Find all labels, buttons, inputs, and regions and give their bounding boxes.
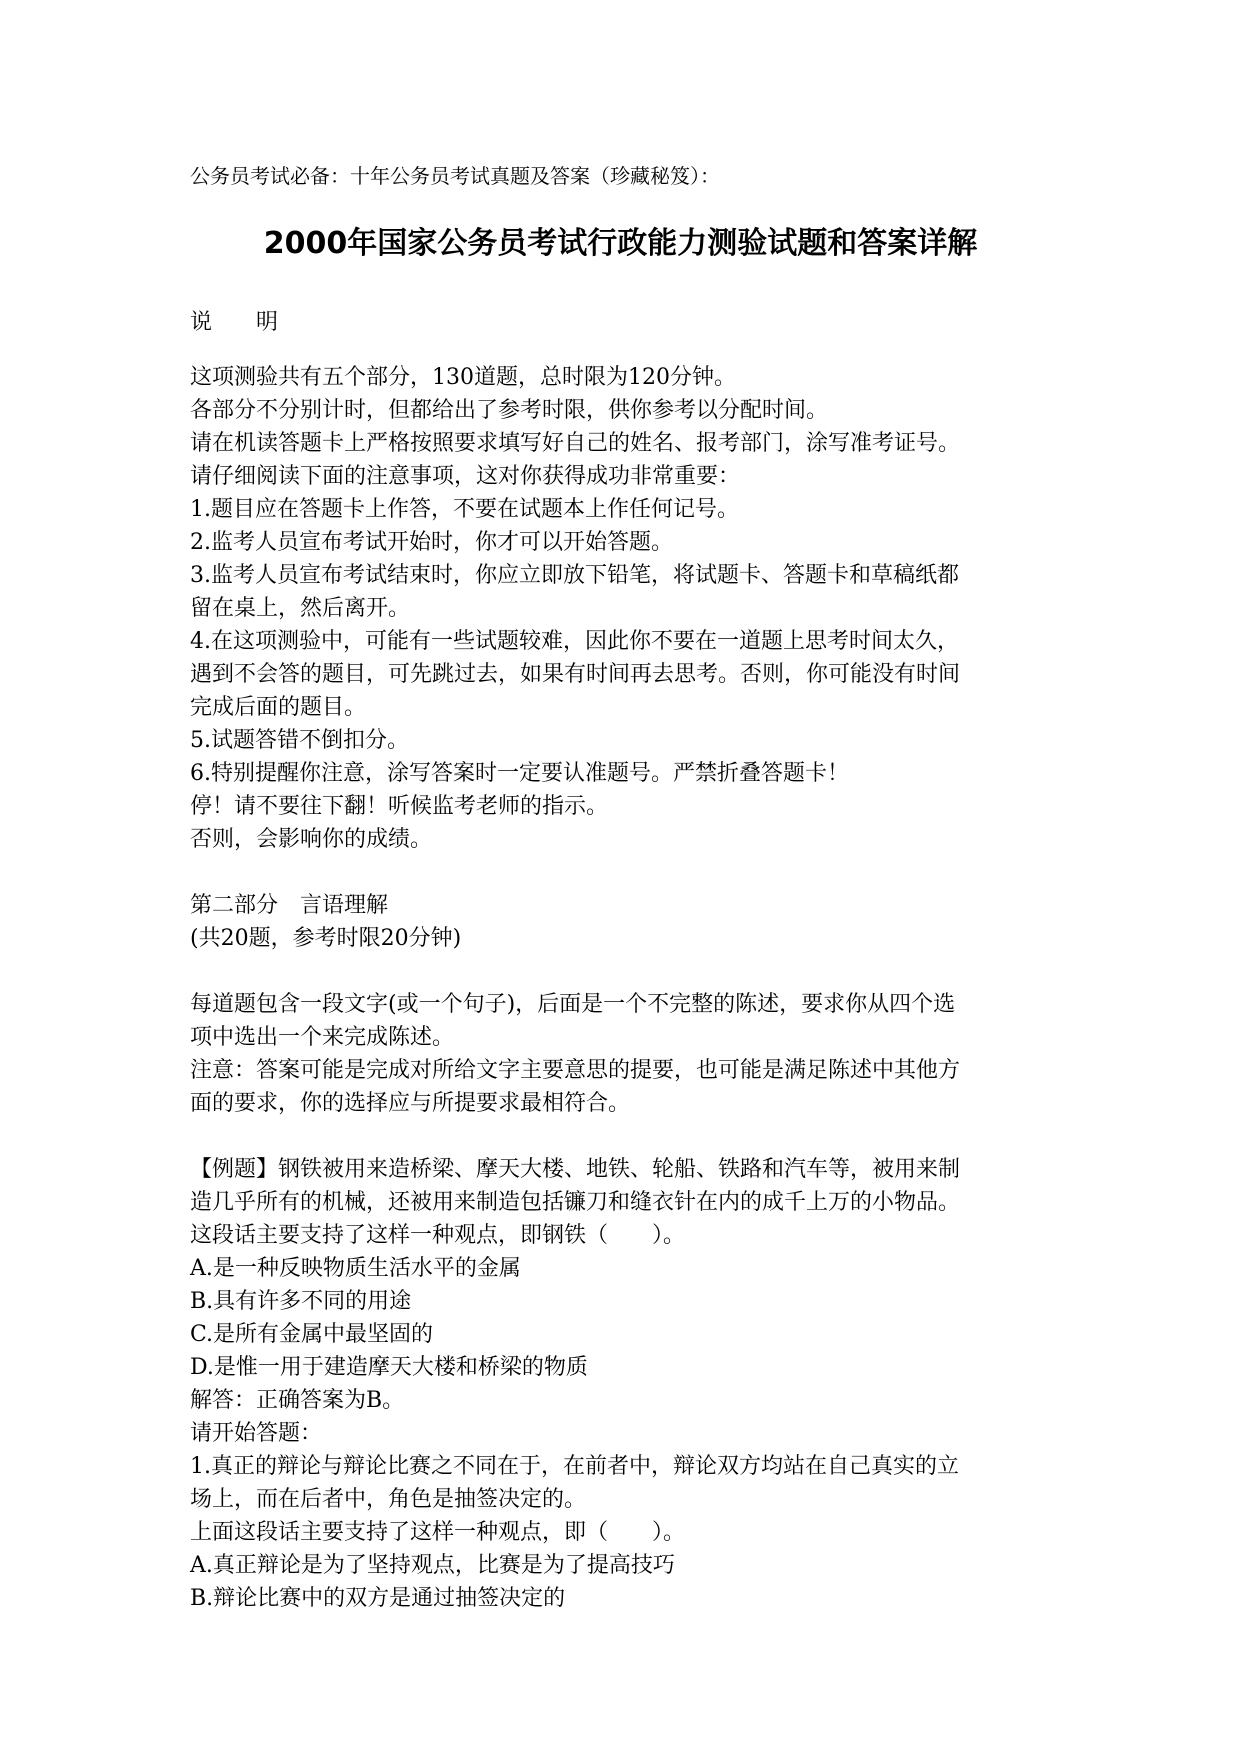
question-line: 1.真正的辩论与辩论比赛之不同在于，在前者中，辩论双方均站在自己真实的立: [190, 1454, 959, 1479]
part-subheading: (共20题，参考时限20分钟): [190, 926, 462, 951]
instruction-line: 完成后面的题目。: [190, 695, 367, 720]
part-heading: 第二部分 言语理解: [190, 893, 389, 918]
document-body: [190, 306, 1060, 1615]
instruction-line: 请在机读答题卡上严格按照要求填写好自己的姓名、报考部门，涂写准考证号。: [190, 431, 961, 456]
instruction-line: 这项测验共有五个部分，130道题，总时限为120分钟。: [190, 365, 736, 390]
question-option-b: B.辩论比赛中的双方是通过抽签决定的: [190, 1586, 566, 1611]
instructions-block: [190, 361, 1060, 856]
intro-line: 项中选出一个来完成陈述。: [190, 1025, 455, 1050]
instruction-line: 2.监考人员宣布考试开始时，你才可以开始答题。: [190, 530, 673, 555]
example-option-c: C.是所有金属中最坚固的: [190, 1322, 434, 1347]
question-prompt: 上面这段话主要支持了这样一种观点，即（ ）。: [190, 1520, 686, 1545]
intro-line: 面的要求，你的选择应与所提要求最相符合。: [190, 1091, 631, 1116]
instruction-line: 4.在这项测验中，可能有一些试题较难，因此你不要在一道题上思考时间太久，: [190, 629, 959, 654]
example-line: 造几乎所有的机械，还被用来制造包括镰刀和缝衣针在内的成千上万的小物品。: [190, 1190, 961, 1215]
instruction-line: 请仔细阅读下面的注意事项，这对你获得成功非常重要：: [190, 464, 741, 489]
example-option-d: D.是惟一用于建造摩天大楼和桥梁的物质: [190, 1355, 588, 1380]
section-heading: 说 明: [190, 310, 279, 335]
instruction-line: 5.试题答错不倒扣分。: [190, 728, 409, 753]
instruction-line: 各部分不分别计时，但都给出了参考时限，供你参考以分配时间。: [190, 398, 829, 423]
header-note: 公务员考试必备：十年公务员考试真题及答案（珍藏秘笈）：: [190, 164, 720, 188]
part-intro-block: [190, 988, 1060, 1120]
question-1-block: [190, 1450, 1060, 1615]
instruction-line: 遇到不会答的题目，可先跳过去，如果有时间再去思考。否则，你可能没有时间: [190, 662, 961, 687]
instruction-line: 3.监考人员宣布考试结束时，你应立即放下铅笔，将试题卡、答题卡和草稿纸都: [190, 563, 959, 588]
example-option-a: A.是一种反映物质生活水平的金属: [190, 1256, 521, 1281]
intro-line: 注意：答案可能是完成对所给文字主要意思的提要，也可能是满足陈述中其他方: [190, 1058, 961, 1083]
example-line: 【例题】钢铁被用来造桥梁、摩天大楼、地铁、轮船、铁路和汽车等，被用来制: [190, 1157, 961, 1182]
question-option-a: A.真正辩论是为了坚持观点，比赛是为了提高技巧: [190, 1553, 675, 1578]
example-option-b: B.具有许多不同的用途: [190, 1289, 412, 1314]
instruction-line: 否则，会影响你的成绩。: [190, 827, 433, 852]
instruction-line: 1.题目应在答题卡上作答，不要在试题本上作任何记号。: [190, 497, 739, 522]
intro-line: 每道题包含一段文字(或一个句子)，后面是一个不完整的陈述，要求你从四个选: [190, 992, 956, 1017]
instruction-line: 留在桌上，然后离开。: [190, 596, 411, 621]
start-prompt: 请开始答题：: [190, 1421, 323, 1446]
instruction-line: 停！请不要往下翻！听候监考老师的指示。: [190, 794, 609, 819]
page-title: 2000年国家公务员考试行政能力测验试题和答案详解: [263, 226, 978, 261]
example-answer: 解答：正确答案为B。: [190, 1388, 405, 1413]
example-question: 这段话主要支持了这样一种观点，即钢铁（ ）。: [190, 1223, 686, 1248]
question-line: 场上，而在后者中，角色是抽签决定的。: [190, 1487, 587, 1512]
instruction-line: 6.特别提醒你注意，涂写答案时一定要认准题号。严禁折叠答题卡！: [190, 761, 849, 786]
example-block: [190, 1153, 1060, 1450]
